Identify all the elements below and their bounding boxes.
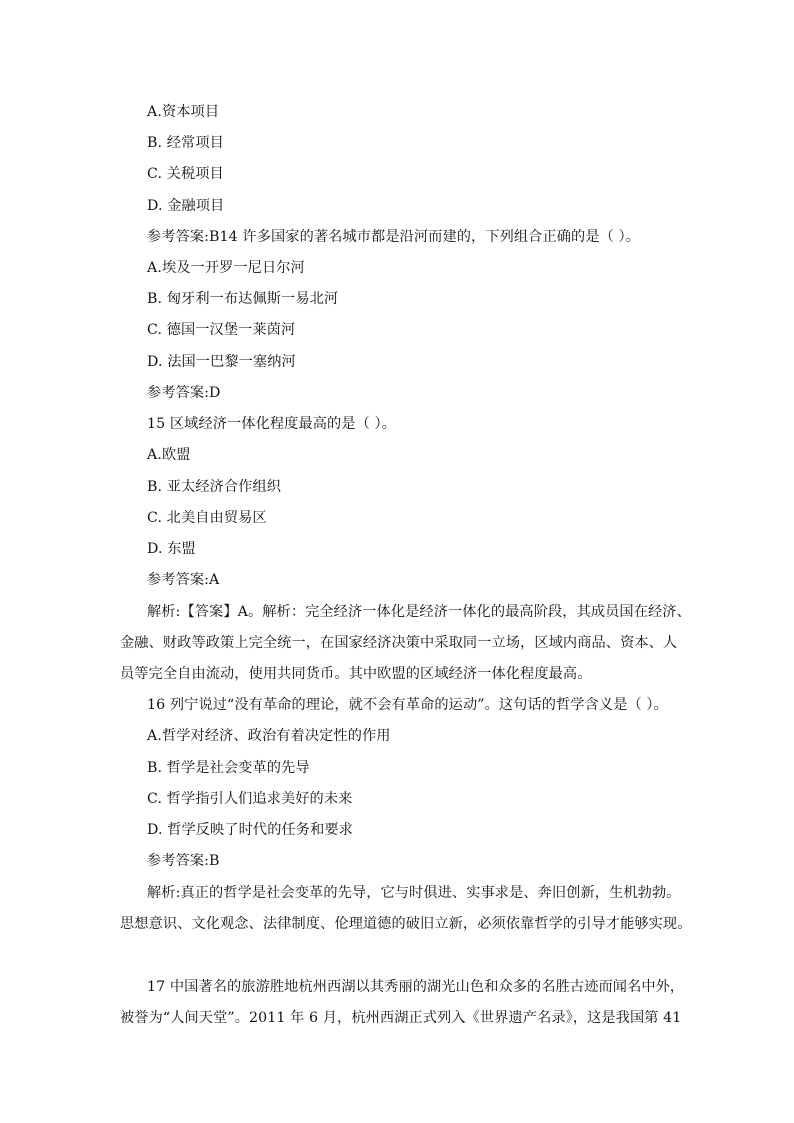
question-14-answer: 参考答案:D xyxy=(147,385,221,401)
question-15-option-c: C. 北美自由贸易区 xyxy=(147,510,267,526)
question-15: 15 区域经济一体化程度最高的是（ ）。 xyxy=(147,416,396,432)
question-16-analysis-line-1: 解析:真正的哲学是社会变革的先导，它与时俱进、实事求是、奔旧创新，生机勃勃。 xyxy=(147,885,681,901)
question-14-option-c: C. 德国一汉堡一莱茵河 xyxy=(147,322,296,338)
question-15-option-d: D. 东盟 xyxy=(147,541,196,557)
question-16-option-b: B. 哲学是社会变革的先导 xyxy=(147,760,310,776)
question-14-option-b: B. 匈牙利一布达佩斯一易北河 xyxy=(147,291,339,307)
option-a-line: A.资本项目 xyxy=(147,104,220,120)
question-15-analysis-line-3: 员等完全自由流动，使用共同货币。其中欧盟的区域经济一体化程度最高。 xyxy=(120,666,592,682)
question-17-line-2: 被誉为“人间天堂”。2011 年 6 月，杭州西湖正式列入《世界遗产名录》，这是我国第 41 xyxy=(120,1010,682,1026)
question-15-analysis-line-1: 解析:【答案】A。解析：完全经济一体化是经济一体化的最高阶段，其成员国在经济、 xyxy=(147,604,691,620)
question-15-analysis-line-2: 金融、财政等政策上完全统一，在国家经济决策中采取同一立场，区域内商品、资本、人 xyxy=(120,635,678,651)
option-d-line: D. 金融项目 xyxy=(147,198,225,214)
question-15-answer: 参考答案:A xyxy=(147,572,220,588)
question-16-option-c: C. 哲学指引人们追求美好的未来 xyxy=(147,791,353,807)
option-b-line: B. 经常项目 xyxy=(147,135,224,151)
question-14-option-d: D. 法国一巴黎一塞纳河 xyxy=(147,354,296,370)
question-14-option-a: A.埃及一开罗一尼日尔河 xyxy=(147,260,305,276)
question-15-option-b: B. 亚太经济合作组织 xyxy=(147,479,282,495)
answer-and-question-14: 参考答案:B14 许多国家的著名城市都是沿河而建的，下列组合正确的是（ ）。 xyxy=(147,229,640,245)
question-16: 16 列宁说过“没有革命的理论，就不会有革命的运动”。这句话的哲学含义是（ ）。 xyxy=(147,697,668,713)
question-15-option-a: A.欧盟 xyxy=(147,447,191,463)
question-16-option-d: D. 哲学反映了时代的任务和要求 xyxy=(147,822,353,838)
question-16-answer: 参考答案:B xyxy=(147,853,220,869)
question-16-option-a: A.哲学对经济、政治有着决定性的作用 xyxy=(147,728,391,744)
question-16-analysis-line-2: 思想意识、文化观念、法律制度、伦理道德的破旧立新，必须依靠哲学的引导才能够实现。 xyxy=(120,916,692,932)
question-17-line-1: 17 中国著名的旅游胜地杭州西湖以其秀丽的湖光山色和众多的名胜古迹而闻名中外， xyxy=(147,979,685,995)
option-c-line: C. 关税项目 xyxy=(147,166,224,182)
